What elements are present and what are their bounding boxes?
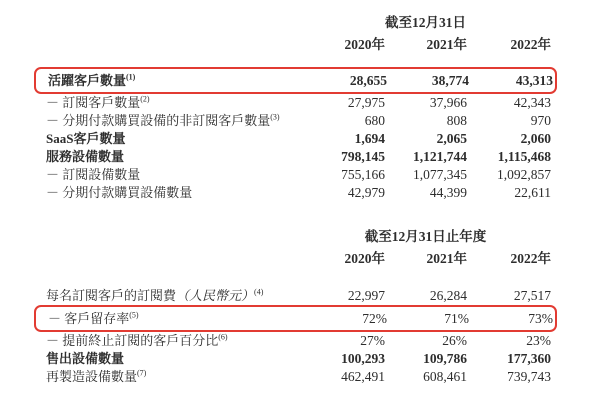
row-label bbox=[34, 112, 300, 130]
row-label-text: － 訂閱客戶數量 bbox=[46, 95, 141, 110]
section1-period-header-row bbox=[34, 14, 557, 32]
value-2020: 42,979 bbox=[347, 185, 385, 200]
table-row-early-termination-percentage bbox=[34, 332, 557, 350]
value-2022: 43,313 bbox=[515, 73, 553, 88]
footnote-marker: (3) bbox=[270, 112, 280, 122]
value-2021: 1,077,345 bbox=[413, 167, 467, 182]
value-2022: 42,343 bbox=[513, 95, 551, 110]
value-2021: 608,461 bbox=[423, 369, 467, 384]
row-label-text: － 訂閱設備數量 bbox=[46, 167, 141, 182]
value-2022: 177,360 bbox=[507, 351, 551, 366]
value-2020: 72% bbox=[362, 311, 387, 326]
value-2021: 109,786 bbox=[423, 351, 467, 366]
footnote-marker: (5) bbox=[129, 310, 139, 320]
row-label-text: SaaS客戶數量 bbox=[46, 131, 126, 146]
footnote-marker: (1) bbox=[126, 72, 136, 82]
value-2021: 37,966 bbox=[429, 95, 467, 110]
value-2021: 1,121,744 bbox=[413, 149, 467, 164]
value-2021: 808 bbox=[446, 113, 467, 128]
row-label bbox=[34, 332, 300, 350]
year-2021-header: 2021年 bbox=[426, 251, 467, 266]
row-label-italic: （人民幣元） bbox=[176, 288, 255, 303]
row-label-text: 每名訂閱客戶的訂閱費 bbox=[46, 288, 177, 303]
value-2022: 970 bbox=[530, 113, 551, 128]
section1-period-header: 截至12月31日 bbox=[385, 15, 466, 30]
table-row-subscription-fee-per-customer bbox=[34, 287, 557, 305]
row-label bbox=[34, 350, 300, 368]
table-row-installment-devices bbox=[34, 184, 557, 202]
value-2022: 22,611 bbox=[514, 185, 551, 200]
table-row-saas-customers bbox=[34, 130, 557, 148]
section2-period-header: 截至12月31日止年度 bbox=[364, 229, 487, 244]
footnote-marker: (7) bbox=[137, 368, 147, 378]
value-2022: 73% bbox=[528, 311, 553, 326]
row-label-text: 活躍客戶數量 bbox=[48, 73, 127, 88]
row-label-text: 服務設備數量 bbox=[46, 149, 125, 164]
value-2020: 27% bbox=[360, 333, 385, 348]
year-2020-header: 2020年 bbox=[344, 37, 385, 52]
row-label bbox=[34, 166, 300, 184]
row-label bbox=[34, 368, 300, 386]
value-2020: 28,655 bbox=[349, 73, 387, 88]
row-label-text: 售出設備數量 bbox=[46, 351, 125, 366]
value-2020: 22,997 bbox=[347, 288, 385, 303]
row-label-text: － 分期付款購買設備數量 bbox=[46, 185, 193, 200]
row-label bbox=[34, 287, 300, 305]
row-label-text: 再製造設備數量 bbox=[46, 369, 138, 384]
value-2021: 71% bbox=[444, 311, 469, 326]
year-2021-header: 2021年 bbox=[426, 37, 467, 52]
value-2021: 26% bbox=[442, 333, 467, 348]
table-row-active-customers-annotation-box bbox=[34, 67, 557, 94]
row-label bbox=[36, 69, 302, 92]
value-2020: 100,293 bbox=[341, 351, 385, 366]
value-2022: 23% bbox=[526, 333, 551, 348]
year-2022-header: 2022年 bbox=[510, 251, 551, 266]
value-2022: 739,743 bbox=[507, 369, 551, 384]
table-row-devices-in-service bbox=[34, 148, 557, 166]
row-label bbox=[34, 184, 300, 202]
section2-period-header-row bbox=[34, 228, 557, 246]
row-label bbox=[34, 130, 300, 148]
row-label-text: － 客戶留存率 bbox=[48, 311, 130, 326]
value-2021: 38,774 bbox=[431, 73, 469, 88]
table-row-devices-sold bbox=[34, 350, 557, 368]
value-2022: 27,517 bbox=[513, 288, 551, 303]
value-2022: 1,115,468 bbox=[497, 149, 551, 164]
row-label-text: － 提前終止訂閱的客戶百分比 bbox=[46, 333, 219, 348]
footnote-marker: (4) bbox=[254, 287, 264, 297]
row-label bbox=[34, 148, 300, 166]
value-2020: 1,694 bbox=[354, 131, 385, 146]
table-row-customer-retention-annotation-box bbox=[34, 305, 557, 332]
row-label-text: － 分期付款購買設備的非訂閱客戶數量 bbox=[46, 113, 271, 128]
value-2021: 44,399 bbox=[429, 185, 467, 200]
row-label bbox=[36, 307, 302, 330]
value-2020: 680 bbox=[364, 113, 385, 128]
table-row-subscription-devices bbox=[34, 166, 557, 184]
value-2022: 1,092,857 bbox=[497, 167, 551, 182]
value-2021: 2,065 bbox=[436, 131, 467, 146]
table-row-subscription-customers bbox=[34, 94, 557, 112]
year-2022-header: 2022年 bbox=[510, 37, 551, 52]
value-2021: 26,284 bbox=[429, 288, 467, 303]
table-row-remanufactured-devices bbox=[34, 368, 557, 386]
metrics-table bbox=[34, 0, 557, 386]
value-2020: 462,491 bbox=[341, 369, 385, 384]
table-row-installment-nonsub-customers bbox=[34, 112, 557, 130]
value-2022: 2,060 bbox=[520, 131, 551, 146]
section2-years-row bbox=[34, 250, 557, 268]
value-2020: 798,145 bbox=[341, 149, 385, 164]
row-label bbox=[34, 94, 300, 112]
section1-years-row bbox=[34, 36, 557, 54]
footnote-marker: (2) bbox=[140, 94, 150, 104]
value-2020: 755,166 bbox=[341, 167, 385, 182]
value-2020: 27,975 bbox=[347, 95, 385, 110]
year-2020-header: 2020年 bbox=[344, 251, 385, 266]
footnote-marker: (6) bbox=[218, 332, 228, 342]
